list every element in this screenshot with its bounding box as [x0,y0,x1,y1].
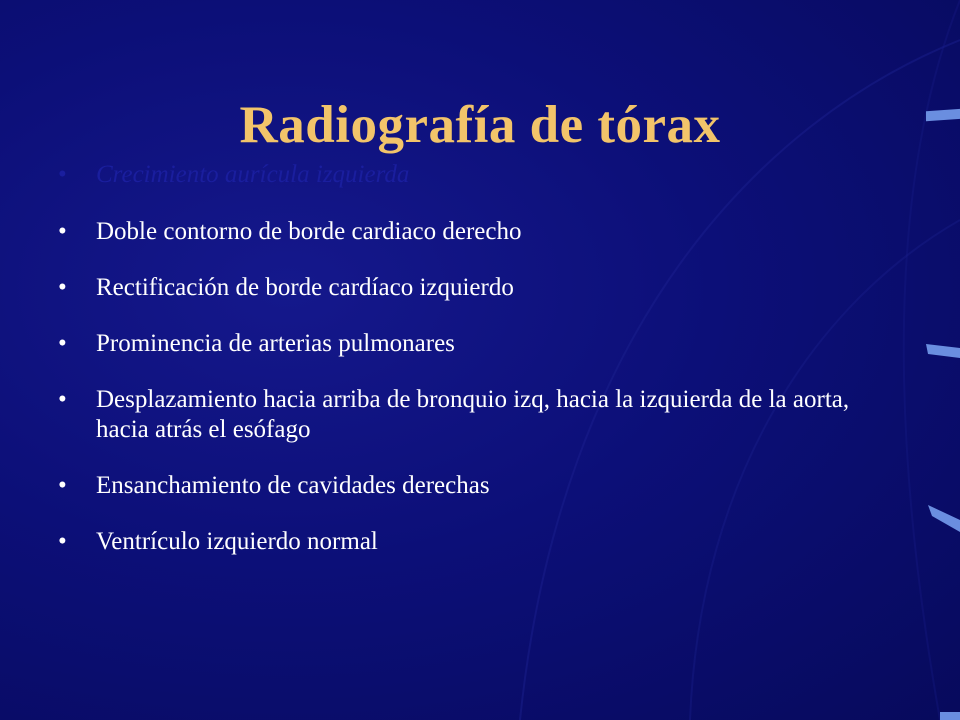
bullet-glyph: • [58,472,67,499]
list-item [58,385,858,445]
bullet-glyph: • [58,330,67,357]
list-item [58,527,858,557]
bullet-text: Ventrículo izquierdo normal [96,528,378,555]
list-item [58,471,858,501]
accent-stripe-2 [926,344,960,358]
bullet-text: Crecimiento aurícula izquierda [96,161,410,188]
bullet-glyph: • [58,218,67,245]
list-item [58,217,858,247]
accent-stripe-3 [928,505,960,532]
list-item [58,273,858,303]
bullet-text: Rectificación de borde cardíaco izquierdo [96,274,514,301]
bullet-text: Prominencia de arterias pulmonares [96,330,455,357]
bullet-glyph: • [58,274,67,301]
accent-stripe-4 [940,712,960,720]
bullet-list [58,160,858,557]
bullet-glyph: • [58,386,67,413]
bullet-glyph: • [58,161,67,188]
bullet-text: Ensanchamiento de cavidades derechas [96,472,490,499]
bullet-glyph: • [58,528,67,555]
bullet-text: Doble contorno de borde cardiaco derecho [96,218,522,245]
bullet-text: Desplazamiento hacia arriba de bronquio izq, hacia la izquierda de la aorta, hacia atrás el esófago [96,386,850,443]
list-item [58,160,858,190]
slide-title: Radiografía de tórax [239,96,721,154]
list-item [58,329,858,359]
